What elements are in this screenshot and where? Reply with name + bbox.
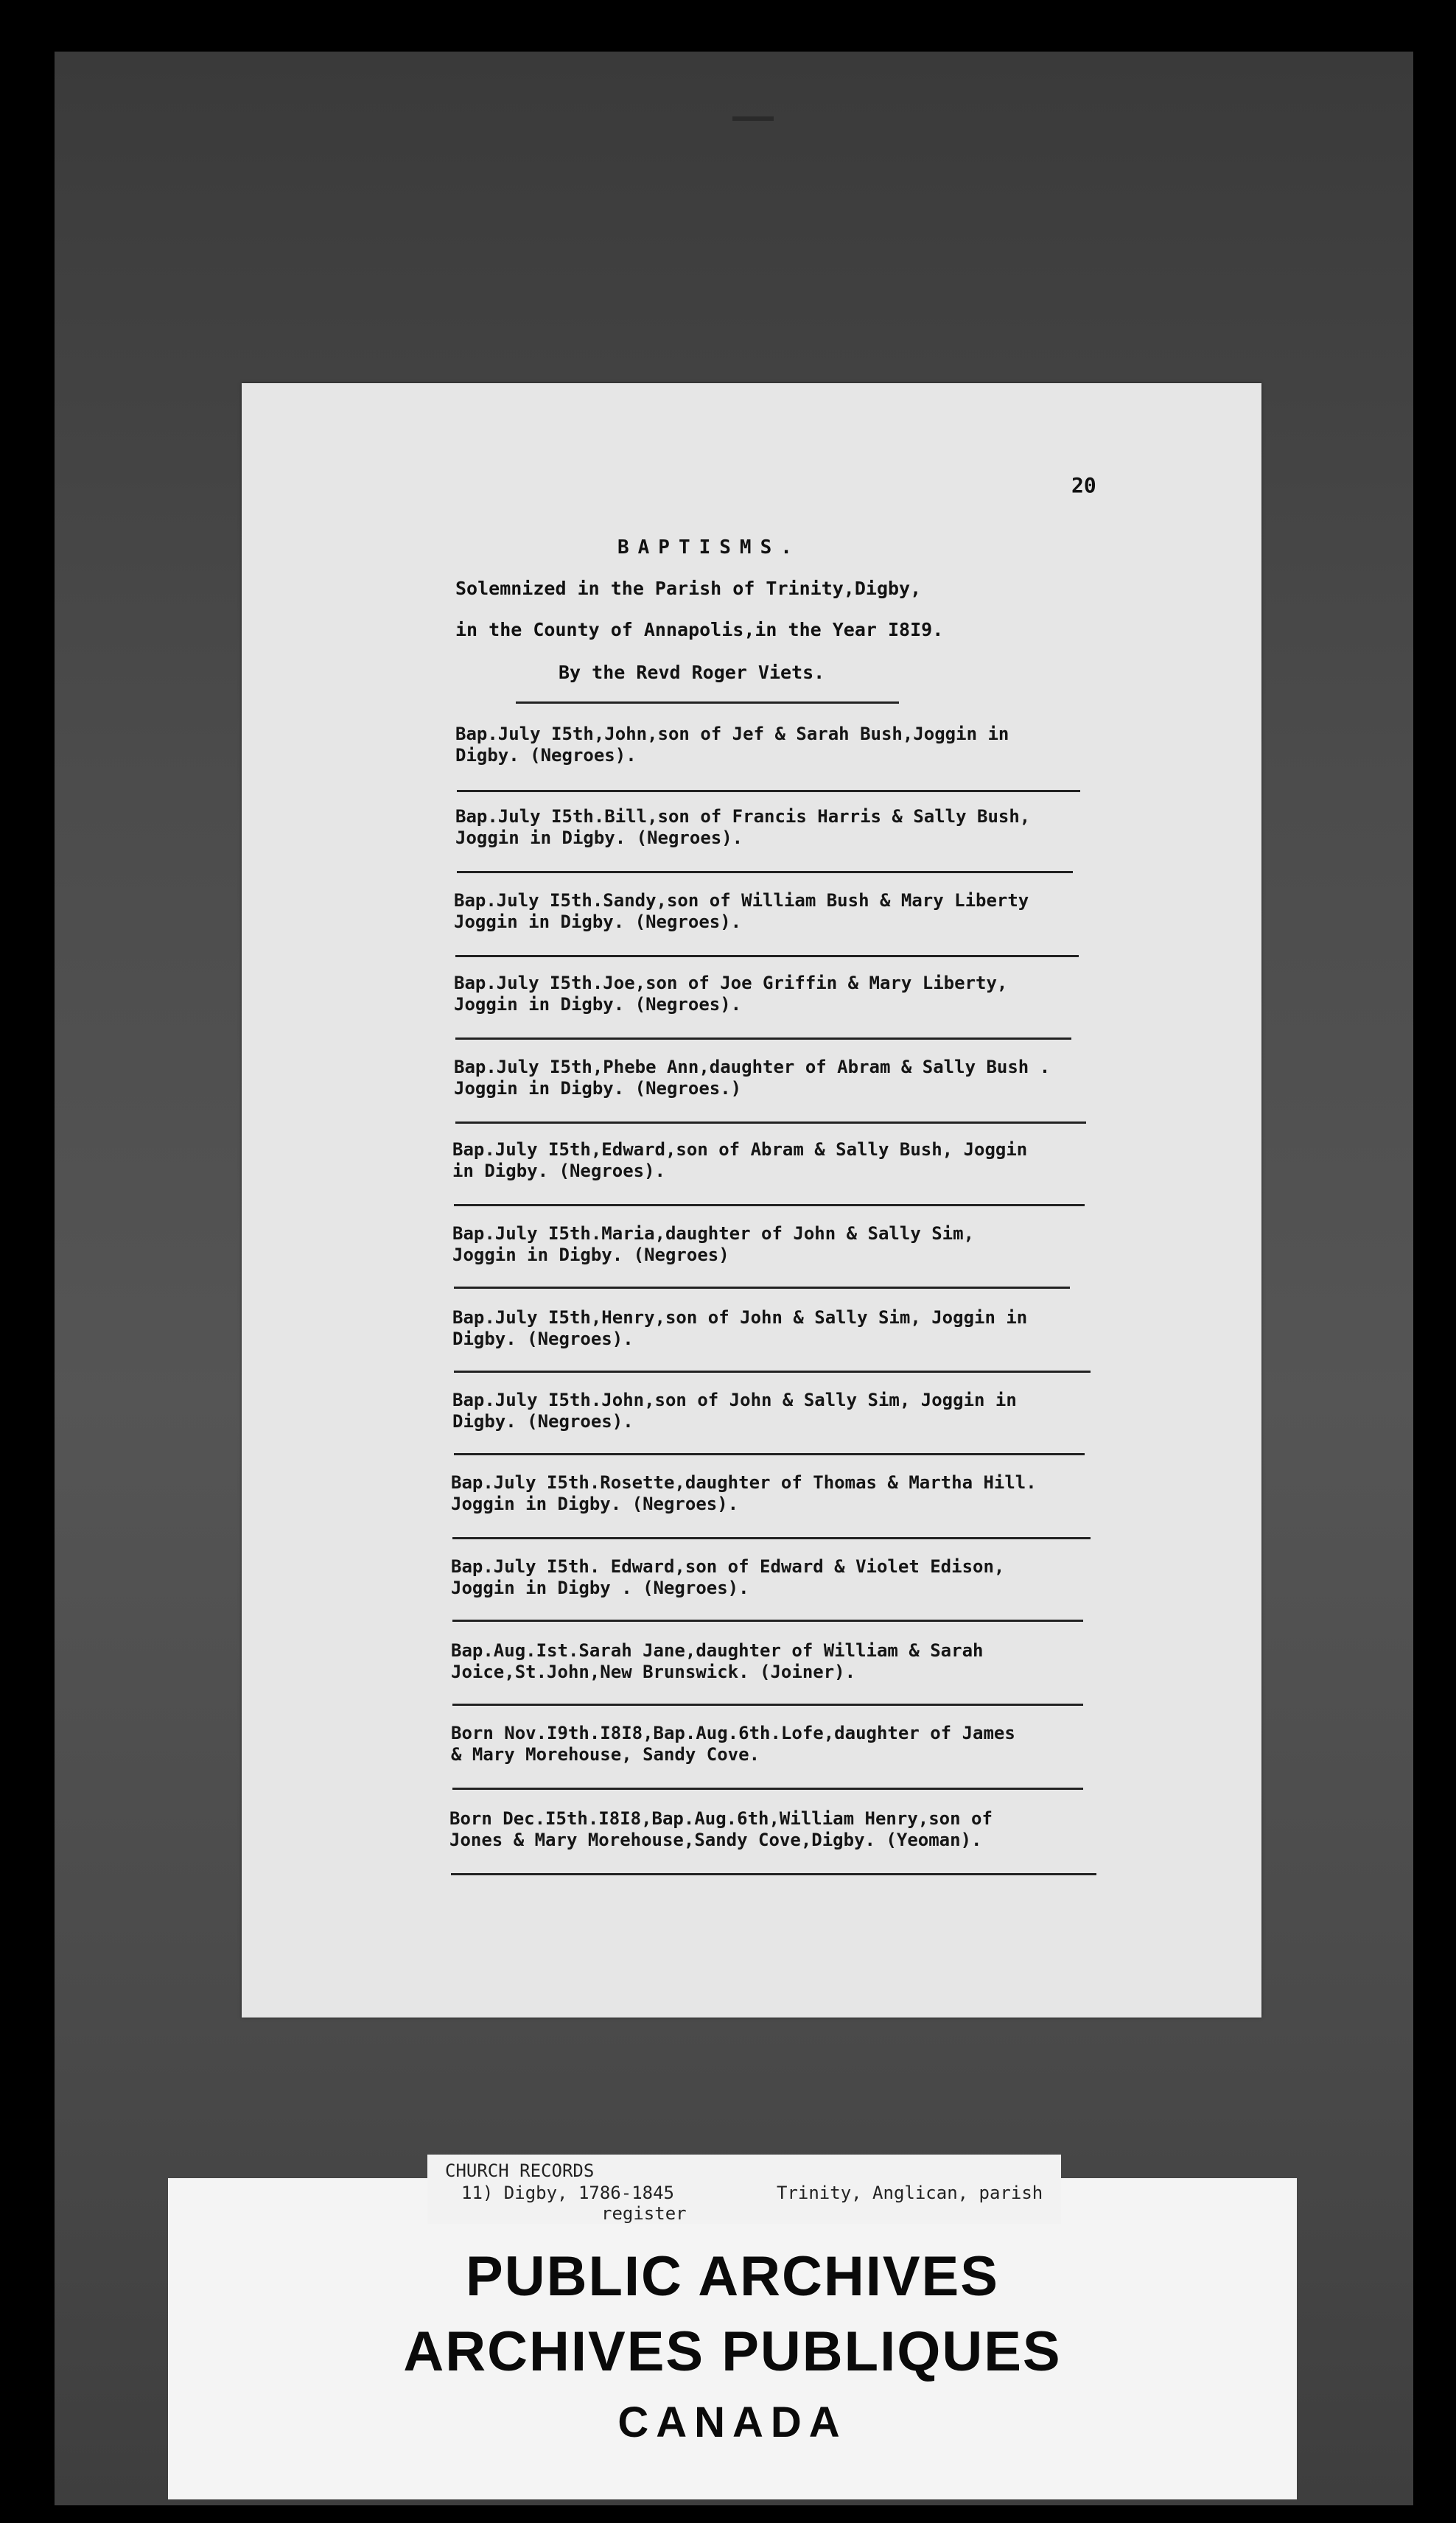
entry-divider bbox=[452, 1788, 1083, 1790]
heading-line-3: By the Revd Roger Viets. bbox=[559, 662, 825, 683]
archives-banner bbox=[168, 2178, 1297, 2499]
entry-divider bbox=[457, 790, 1080, 792]
baptism-entry: Bap.July I5th,Phebe Ann,daughter of Abram & Sally Bush . Joggin in Digby. (Negroes.) bbox=[454, 1057, 1051, 1099]
label-description: Trinity, Anglican, parish bbox=[777, 2183, 1043, 2203]
entry-divider bbox=[457, 871, 1073, 873]
entry-divider bbox=[452, 1537, 1091, 1539]
entry-divider bbox=[454, 1204, 1085, 1206]
baptism-entry: Bap.July I5th.John,son of John & Sally Sim, Joggin in Digby. (Negroes). bbox=[452, 1390, 1017, 1432]
baptism-entry: Bap.July I5th.Sandy,son of William Bush & Mary Liberty Joggin in Digby. (Negroes). bbox=[454, 890, 1029, 932]
register-page bbox=[242, 383, 1261, 2018]
entry-divider bbox=[452, 1620, 1083, 1622]
baptism-entry: Bap.July I5th,Henry,son of John & Sally Sim, Joggin in Digby. (Negroes). bbox=[452, 1307, 1028, 1349]
baptism-entry: Bap.July I5th,Edward,son of Abram & Sally Bush, Joggin in Digby. (Negroes). bbox=[452, 1139, 1028, 1181]
banner-line-country: CANADA bbox=[617, 2398, 847, 2446]
label-collection: CHURCH RECORDS bbox=[445, 2160, 595, 2181]
baptism-entry: Bap.July I5th.Joe,son of Joe Griffin & Mary Liberty, Joggin in Digby. (Negroes). bbox=[454, 973, 1008, 1015]
film-mark bbox=[732, 116, 774, 121]
heading-line-1: Solemnized in the Parish of Trinity,Digby, bbox=[455, 578, 922, 599]
heading-line-2: in the County of Annapolis,in the Year I8I9. bbox=[455, 619, 944, 640]
entry-divider bbox=[455, 1037, 1071, 1040]
entry-divider bbox=[452, 1704, 1083, 1706]
record-label-card bbox=[427, 2155, 1061, 2224]
page-number: 20 bbox=[1071, 473, 1096, 497]
page-title: BAPTISMS. bbox=[617, 536, 801, 559]
entry-divider bbox=[454, 1287, 1070, 1289]
entry-divider bbox=[455, 1121, 1086, 1124]
baptism-entry: Bap.July I5th.Bill,son of Francis Harris & Sally Bush, Joggin in Digby. (Negroes). bbox=[455, 806, 1031, 848]
entry-divider bbox=[454, 1453, 1085, 1455]
baptism-entry: Born Nov.I9th.I8I8,Bap.Aug.6th.Lofe,daughter of James & Mary Morehouse, Sandy Cove. bbox=[451, 1723, 1015, 1765]
label-description-continued: register bbox=[601, 2203, 687, 2224]
baptism-entry: Bap.July I5th.Maria,daughter of John & Sally Sim, Joggin in Digby. (Negroes) bbox=[452, 1223, 975, 1265]
banner-line-english: PUBLIC ARCHIVES bbox=[466, 2245, 999, 2308]
banner-line-french: ARCHIVES PUBLIQUES bbox=[403, 2320, 1062, 2383]
baptism-entry: Bap.Aug.Ist.Sarah Jane,daughter of William & Sarah Joice,St.John,New Brunswick. (Joiner). bbox=[451, 1640, 984, 1682]
baptism-entry: Bap.July I5th. Edward,son of Edward & Violet Edison, Joggin in Digby . (Negroes). bbox=[451, 1556, 1005, 1598]
entry-divider bbox=[451, 1873, 1096, 1875]
entry-divider bbox=[455, 955, 1079, 957]
heading-rule bbox=[516, 701, 899, 704]
entry-divider bbox=[454, 1371, 1091, 1373]
baptism-entry: Bap.July I5th,John,son of Jef & Sarah Bush,Joggin in Digby. (Negroes). bbox=[455, 724, 1009, 766]
baptism-entry: Bap.July I5th.Rosette,daughter of Thomas & Martha Hill. Joggin in Digby. (Negroes). bbox=[451, 1472, 1037, 1514]
baptism-entry: Born Dec.I5th.I8I8,Bap.Aug.6th,William Henry,son of Jones & Mary Morehouse,Sandy Cove,Digby. (Yeoman). bbox=[449, 1808, 993, 1850]
label-reference: 11) Digby, 1786-1845 bbox=[461, 2183, 674, 2203]
